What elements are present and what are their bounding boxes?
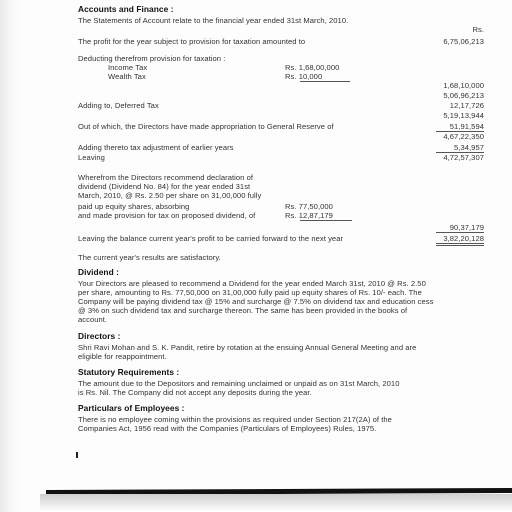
dividend-body-line-1: Your Directors are pleased to recommend a Dividend for the year ended March 31st, 2010 @ Rs. 2.50 bbox=[78, 279, 426, 288]
statutory-heading: Statutory Requirements : bbox=[78, 367, 180, 377]
dividend-para-line-1: Wherefrom the Directors recommend declaration of bbox=[78, 173, 254, 182]
subtotal-1: 5,19,13,944 bbox=[443, 111, 484, 120]
dividend-body-line-3: Company will be paying dividend tax @ 15% and surcharge @ 7.5% on dividend tax and education cess bbox=[78, 297, 434, 306]
carried-forward-underline-1 bbox=[436, 243, 484, 244]
profit-label: The profit for the year subject to provision for taxation amounted to bbox=[78, 37, 306, 46]
dividend-total-underline bbox=[436, 232, 484, 233]
deferred-tax-value: 12,17,726 bbox=[449, 101, 484, 110]
dividend-tax-underline bbox=[300, 220, 352, 221]
statutory-body-line-2: is Rs. Nil. The Company did not accept any deposits during the year. bbox=[78, 388, 312, 397]
dividend-para-line-4: paid up equity shares, absorbing bbox=[78, 202, 190, 211]
dividend-tax-amount: Rs. 12,87,179 bbox=[285, 211, 333, 220]
dividend-amount: Rs. 77,50,000 bbox=[285, 202, 333, 211]
dividend-para-line-3: March, 2010, @ Rs. 2.50 per share on 31,00,000 fully bbox=[78, 191, 262, 200]
carried-forward-label: Leaving the balance current year's profit to be carried forward to the next year bbox=[78, 234, 344, 243]
dividend-heading: Dividend : bbox=[78, 267, 119, 277]
intro-text: The Statements of Account relate to the financial year ended 31st March, 2010. bbox=[78, 16, 349, 25]
currency-label: Rs. bbox=[472, 25, 484, 34]
general-reserve-value: 51,91,594 bbox=[449, 122, 484, 131]
dividend-total: 90,37,179 bbox=[449, 223, 484, 232]
statutory-body-line-1: The amount due to the Depositors and remaining unclaimed or unpaid as on 31st March, 2010 bbox=[78, 379, 400, 388]
dividend-body-line-2: per share, amounting to Rs. 77,50,000 on 31,00,000 fully paid up equity shares of Rs. 10/- each. The bbox=[78, 288, 422, 297]
wealth-tax-label: Wealth Tax bbox=[108, 72, 146, 81]
scan-shadow-left bbox=[0, 0, 20, 512]
adjustment-label: Adding thereto tax adjustment of earlier years bbox=[78, 143, 234, 152]
adjustment-value: 5,34,957 bbox=[454, 143, 484, 152]
results-text: The current year's results are satisfactory. bbox=[78, 253, 221, 262]
carried-forward-value: 3,82,20,128 bbox=[443, 234, 484, 243]
dividend-para-line-5: and made provision for tax on proposed dividend, of bbox=[78, 211, 256, 220]
directors-heading: Directors : bbox=[78, 331, 121, 341]
income-tax-label: Income Tax bbox=[108, 63, 148, 72]
income-tax-value: Rs. 1,68,00,000 bbox=[285, 63, 340, 72]
subtotal-2: 4,67,22,350 bbox=[443, 132, 484, 141]
deferred-tax-label: Adding to, Deferred Tax bbox=[78, 101, 159, 110]
leaving-label: Leaving bbox=[78, 153, 105, 162]
profit-value: 6,75,06,213 bbox=[443, 37, 484, 46]
employees-heading: Particulars of Employees : bbox=[78, 403, 185, 413]
dividend-body-line-5: account. bbox=[78, 315, 108, 324]
wealth-tax-value: Rs. 10,000 bbox=[285, 72, 323, 81]
deducting-label: Deducting therefrom provision for taxation : bbox=[78, 54, 226, 63]
leaving-value: 4,72,57,307 bbox=[443, 153, 484, 162]
carried-forward-underline-2 bbox=[436, 245, 484, 246]
directors-body-line-2: eligible for reappointment. bbox=[78, 352, 167, 361]
employees-body-line-2: Companies Act, 1956 read with the Companies (Particulars of Employees) Rules, 1975. bbox=[78, 424, 377, 433]
employees-body-line-1: There is no employee coming within the provisions as required under Section 217(2A) of the bbox=[78, 415, 392, 424]
tax-total: 1,68,10,000 bbox=[443, 81, 484, 90]
wealth-tax-underline bbox=[300, 81, 350, 82]
scan-shadow-bottom bbox=[40, 494, 512, 512]
dividend-body-line-4: @ 3% on such dividend tax and surcharge thereon. The same has been provided in the books of bbox=[78, 306, 408, 315]
dividend-para-line-2: dividend (Dividend No. 84) for the year ended 31st bbox=[78, 182, 251, 191]
directors-body-line-1: Shri Ravi Mohan and S. K. Pandit, retire by rotation at the ensuing Annual General Meeting and are bbox=[78, 343, 417, 352]
general-reserve-label: Out of which, the Directors have made appropriation to General Reserve of bbox=[78, 122, 334, 131]
margin-mark bbox=[76, 452, 78, 458]
accounts-heading: Accounts and Finance : bbox=[78, 4, 174, 14]
after-tax-value: 5,06,96,213 bbox=[443, 91, 484, 100]
